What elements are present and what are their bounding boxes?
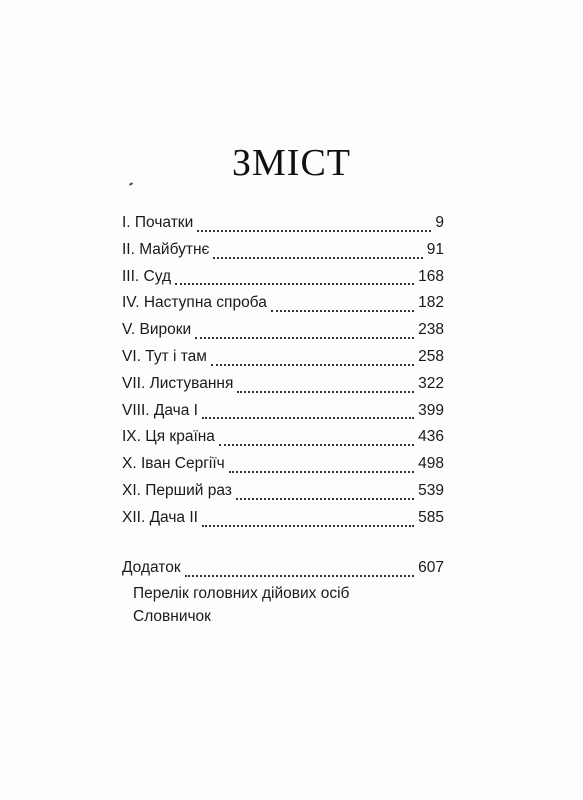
dot-leader [195, 317, 414, 339]
toc-entry-12 [122, 505, 444, 532]
toc-entry-label: X. Іван Сергіїч [122, 455, 225, 473]
toc-entry-label: II. Майбутнє [122, 240, 210, 258]
dot-leader [237, 371, 414, 393]
toc-entry-page: 182 [418, 294, 444, 312]
toc-entry-7 [122, 371, 444, 398]
toc-entry-page: 168 [418, 267, 444, 285]
dot-leader [229, 451, 414, 473]
dot-leader [213, 237, 422, 259]
toc-entry-page: 585 [418, 508, 444, 526]
toc-entry-page: 258 [418, 347, 444, 365]
toc-entry-page: 539 [418, 481, 444, 499]
toc-entry-2 [122, 237, 444, 264]
toc-entry-label: Додаток [122, 559, 181, 576]
toc-entry-page: 9 [435, 214, 444, 231]
dot-leader [197, 210, 431, 232]
toc-entry-label: XII. Дача II [122, 508, 198, 526]
dot-leader [175, 263, 414, 285]
toc-entry-appendix [122, 555, 444, 582]
table-of-contents [122, 210, 444, 532]
toc-entry-11 [122, 478, 444, 505]
dot-leader [271, 290, 414, 312]
toc-entry-label: VII. Листування [122, 374, 234, 392]
dot-leader [236, 478, 414, 500]
toc-entry-label: V. Вироки [122, 321, 192, 339]
toc-entry-label: VI. Тут і там [122, 347, 207, 365]
toc-entry-page: 238 [418, 321, 444, 339]
dot-leader [202, 397, 414, 419]
toc-entry-8 [122, 398, 444, 425]
toc-entry-page: 436 [418, 428, 444, 446]
toc-entry-page: 607 [418, 559, 444, 576]
toc-entry-1 [122, 210, 444, 237]
appendix-subitem-glossary: Словничок [133, 608, 211, 626]
page-title: ЗМІСТ [231, 142, 352, 184]
toc-entry-page: 91 [426, 240, 444, 258]
toc-entry-4 [122, 290, 444, 317]
dot-leader [211, 344, 414, 366]
toc-entry-page: 498 [418, 455, 444, 473]
toc-entry-label: XI. Перший раз [122, 481, 232, 499]
toc-entry-5 [122, 317, 444, 344]
dot-leader [185, 555, 415, 577]
toc-entry-label: IX. Ця країна [122, 428, 215, 446]
toc-entry-label: I. Початки [122, 214, 194, 231]
appendix-subitem-characters: Перелік головних дійових осіб [133, 584, 350, 602]
toc-entry-3 [122, 264, 444, 291]
toc-entry-10 [122, 451, 444, 478]
toc-entry-9 [122, 424, 444, 451]
dot-leader [202, 505, 414, 527]
toc-entry-label: IV. Наступна спроба [122, 294, 267, 312]
toc-entry-page: 322 [418, 374, 444, 392]
ink-speck [129, 182, 133, 186]
toc-entry-6 [122, 344, 444, 371]
toc-entry-label: III. Суд [122, 267, 172, 285]
dot-leader [219, 424, 414, 446]
toc-entry-label: VIII. Дача I [122, 401, 198, 419]
appendix-section [122, 555, 444, 629]
toc-entry-page: 399 [418, 401, 444, 419]
